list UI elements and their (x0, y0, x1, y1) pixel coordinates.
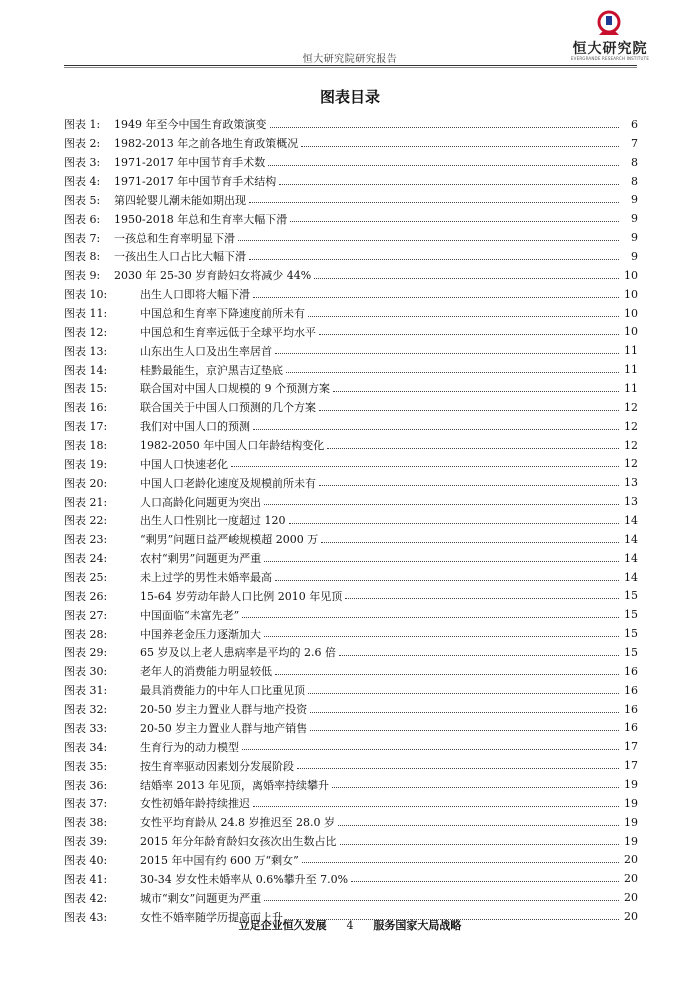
toc-entry[interactable] (64, 473, 638, 492)
toc-entry[interactable] (64, 586, 638, 605)
toc-entry[interactable] (64, 794, 638, 813)
toc-entry-page: 16 (624, 721, 638, 735)
toc-entry[interactable] (64, 832, 638, 851)
toc-entry-label: 图表 7: (64, 231, 101, 245)
toc-entry-page: 19 (624, 796, 638, 810)
toc-entry-label: 图表 9: (64, 269, 101, 283)
toc-entry-page: 13 (624, 495, 638, 509)
toc-entry-leader (279, 184, 619, 185)
toc-entry[interactable] (64, 115, 638, 134)
toc-entry-leader (275, 580, 619, 581)
toc-entry[interactable] (64, 851, 638, 870)
toc-entry-text: 最具消费能力的中年人口比重见顶 (140, 684, 305, 698)
toc-entry-label: 图表 42: (64, 891, 108, 905)
toc-entry-page: 16 (624, 702, 638, 716)
toc-entry-label: 图表 12: (64, 325, 108, 339)
page-number: 4 (346, 919, 354, 932)
toc-entry-label: 图表 39: (64, 835, 108, 849)
toc-entry-page: 11 (624, 363, 638, 377)
toc-entry-page: 9 (631, 193, 638, 207)
toc-entry-label: 图表 25: (64, 571, 108, 585)
toc-entry-leader (290, 221, 619, 222)
toc-entry-label: 图表 34: (64, 740, 108, 754)
toc-entry-leader (242, 749, 619, 750)
toc-entry-page: 14 (624, 570, 638, 584)
toc-entry-leader (264, 561, 619, 562)
toc-entry-leader (333, 391, 619, 392)
toc-entry-leader (308, 693, 619, 694)
toc-entry-text: 1982-2013 年之前各地生育政策概况 (114, 137, 299, 151)
toc-entry-leader (264, 900, 619, 901)
toc-entry-label: 图表 29: (64, 646, 108, 660)
toc-entry-label: 图表 22: (64, 514, 108, 528)
toc-entry-text: 2030 年 25-30 岁育龄妇女将减少 44% (114, 269, 312, 283)
toc-entry-label: 图表 3: (64, 156, 101, 170)
toc-entry-page: 17 (624, 759, 638, 773)
logo-text-cn: 恒大研究院 (572, 41, 648, 57)
toc-entry-page: 15 (624, 589, 638, 603)
toc-entry-label: 图表 16: (64, 401, 108, 415)
header-divider-thin (64, 67, 637, 68)
toc-entry-page: 10 (624, 325, 638, 339)
toc-entry-page: 12 (624, 457, 638, 471)
toc-entry-text: 一孩出生人口占比大幅下滑 (114, 250, 246, 264)
toc-entry-leader (249, 259, 619, 260)
toc-entry-page: 20 (624, 853, 638, 867)
toc-entry-label: 图表 26: (64, 589, 108, 603)
toc-entry-page: 12 (624, 438, 638, 452)
toc-entry-page: 8 (631, 155, 638, 169)
toc-entry-text: 中国总和生育率远低于全球平均水平 (140, 325, 316, 339)
toc-entry-leader (319, 485, 619, 486)
toc-entry-label: 图表 11: (64, 307, 108, 321)
toc-entry-label: 图表 24: (64, 552, 108, 566)
toc-entry-label: 图表 13: (64, 344, 108, 358)
toc-entry[interactable] (64, 285, 638, 304)
toc-entry-leader (321, 542, 619, 543)
toc-entry-text: 出生人口性别比一度超过 120 (140, 514, 286, 528)
toc-entry-text: 20-50 岁主力置业人群与地产销售 (140, 721, 308, 735)
toc-entry[interactable] (64, 681, 638, 700)
toc-entry-page: 17 (624, 740, 638, 754)
toc-entry-page: 12 (624, 419, 638, 433)
toc-entry[interactable] (64, 436, 638, 455)
toc-entry-leader (231, 466, 619, 467)
toc-entry-label: 图表 6: (64, 212, 101, 226)
toc-entry-label: 图表 4: (64, 175, 101, 188)
toc-entry-leader (351, 881, 619, 882)
toc-entry-label: 图表 43: (64, 910, 108, 924)
toc-entry-page: 16 (624, 683, 638, 697)
toc-entry[interactable] (64, 813, 638, 832)
toc-entry-leader (332, 787, 619, 788)
toc-entry-text: 20-50 岁主力置业人群与地产投资 (140, 703, 308, 717)
toc-entry[interactable] (64, 322, 638, 341)
toc-entry-label: 图表 15: (64, 382, 108, 396)
header-divider (64, 65, 637, 66)
toc-entry[interactable] (64, 228, 638, 247)
toc-entry-text: 65 岁及以上老人患病率是平均的 2.6 倍 (140, 646, 336, 660)
logo-mark-icon (595, 10, 623, 36)
toc-entry[interactable] (64, 266, 638, 285)
toc-entry-label: 图表 27: (64, 608, 108, 622)
toc-entry-leader (319, 334, 619, 335)
toc-entry[interactable] (64, 643, 638, 662)
toc-entry-text: 第四轮婴儿潮未能如期出现 (114, 193, 246, 207)
toc-entry-text: 女性初婚年龄持续推迟 (140, 797, 250, 811)
toc-entry-leader (270, 127, 620, 128)
toc-entry-page: 14 (624, 513, 638, 527)
logo-text-en: EVERGRANDE RESEARCH INSTITUTE (570, 56, 650, 61)
toc-entry-text: 2015 年中国有约 600 万“剩女” (140, 853, 299, 867)
toc-entry-leader (286, 372, 619, 373)
footer-slogan-left: 立足企业恒久发展 (238, 919, 327, 932)
toc-entry-text: 我们对中国人口的预测 (140, 420, 250, 434)
toc-entry-leader (242, 617, 619, 618)
toc-entry[interactable] (64, 492, 638, 511)
toc-entry-page: 20 (624, 872, 638, 886)
toc-entry-label: 图表 40: (64, 853, 108, 867)
toc-entry-leader (268, 165, 619, 166)
toc-entry-text: 农村“剩男”问题更为严重 (140, 552, 262, 566)
toc-entry-page: 8 (631, 174, 638, 188)
toc-entry-label: 图表 38: (64, 816, 108, 830)
toc-entry[interactable] (64, 530, 638, 549)
toc-entry-label: 图表 30: (64, 665, 108, 679)
toc-entry-text: 桂黔最能生，京沪黑吉辽垫底 (140, 363, 283, 377)
toc-entry[interactable] (64, 775, 638, 794)
toc-entry-page: 11 (624, 344, 638, 358)
toc-entry[interactable] (64, 549, 638, 568)
toc-entry-text: 老年人的消费能力明显较低 (140, 665, 272, 679)
toc-entry-label: 图表 21: (64, 495, 108, 509)
toc-entry[interactable] (64, 737, 638, 756)
toc-entry-page: 14 (624, 532, 638, 546)
toc-entry-leader (319, 410, 619, 411)
toc-entry-page: 10 (624, 287, 638, 301)
toc-entry-leader (301, 146, 619, 147)
toc-entry-text: 按生育率驱动因素划分发展阶段 (140, 759, 294, 773)
toc-entry-label: 图表 32: (64, 703, 108, 717)
toc-entry[interactable] (64, 869, 638, 888)
page-header-title: 恒大研究院研究报告 (302, 54, 398, 65)
toc-entry[interactable] (64, 888, 638, 907)
toc-entry-text: 女性不婚率随学历提高而上升 (140, 910, 283, 924)
toc-entry-leader (289, 523, 620, 524)
toc-entry-page: 6 (631, 117, 638, 131)
toc-entry-text: 2015 年分年龄育龄妇女孩次出生数占比 (140, 835, 337, 849)
toc-entry-text: 女性平均育龄从 24.8 岁推迟至 28.0 岁 (140, 816, 335, 830)
toc-entry-page: 9 (631, 231, 638, 245)
toc-entry[interactable] (64, 398, 638, 417)
toc-entry-label: 图表 33: (64, 721, 108, 735)
toc-entry-leader (297, 768, 619, 769)
toc-entry-label: 图表 5: (64, 193, 101, 207)
toc-entry-label: 图表 14: (64, 363, 108, 377)
toc-entry-text: “剩男”问题日益严峻规模超 2000 万 (140, 533, 319, 547)
toc-entry-text: 中国人口老龄化速度及规模前所未有 (140, 476, 316, 490)
toc-entry[interactable] (64, 568, 638, 587)
toc-entry[interactable] (64, 341, 638, 360)
toc-entry-text: 一孩总和生育率明显下滑 (114, 231, 235, 245)
toc-entry-leader (310, 712, 619, 713)
toc-entry-leader (340, 844, 620, 845)
toc-entry-page: 19 (624, 834, 638, 848)
toc-entry-leader (302, 862, 619, 863)
toc-entry[interactable] (64, 756, 638, 775)
toc-entry-label: 图表 2: (64, 137, 101, 151)
toc-entry[interactable] (64, 304, 638, 323)
toc-entry-text: 中国面临“未富先老” (140, 608, 240, 622)
toc-entry-page: 20 (624, 910, 638, 924)
toc-entry-leader (253, 429, 619, 430)
toc-entry[interactable] (64, 209, 638, 228)
toc-entry-leader (338, 825, 619, 826)
toc-entry[interactable] (64, 511, 638, 530)
page-footer (0, 917, 700, 933)
toc-entry-leader (327, 448, 619, 449)
toc-entry-text: 人口高龄化问题更为突出 (140, 495, 261, 509)
toc-entry-label: 图表 23: (64, 533, 108, 547)
toc-entry-text: 15-64 岁劳动年龄人口比例 2010 年见顶 (140, 589, 343, 603)
toc-entry-page: 9 (631, 249, 638, 263)
toc-entry-text: 1971-2017 年中国节育手术结构 (114, 175, 277, 188)
toc-entry-text: 联合国关于中国人口预测的几个方案 (140, 401, 316, 415)
toc-entry-text: 城市“剩女”问题更为严重 (140, 891, 262, 905)
toc-entry-leader (253, 297, 619, 298)
toc-entry-page: 10 (624, 268, 638, 282)
toc-entry-leader (249, 202, 619, 203)
toc-entry-text: 30-34 岁女性未婚率从 0.6%攀升至 7.0% (140, 872, 349, 886)
toc-list (64, 115, 638, 926)
toc-entry[interactable] (64, 360, 638, 379)
brand-logo (560, 10, 660, 66)
toc-entry-leader (339, 655, 619, 656)
toc-entry-page: 14 (624, 551, 638, 565)
toc-entry-text: 生育行为的动力模型 (140, 740, 239, 754)
toc-entry-text: 中国养老金压力逐渐加大 (140, 627, 261, 641)
toc-entry-label: 图表 18: (64, 439, 108, 453)
toc-entry-text: 山东出生人口及出生率居首 (140, 344, 272, 358)
toc-entry-leader (310, 730, 619, 731)
toc-entry-text: 1950-2018 年总和生育率大幅下滑 (114, 212, 288, 226)
toc-entry-text: 未上过学的男性未婚率最高 (140, 571, 272, 585)
toc-entry-text: 中国人口快速老化 (140, 457, 228, 471)
toc-entry-page: 7 (631, 136, 638, 150)
toc-entry[interactable] (64, 624, 638, 643)
toc-entry-page: 13 (624, 476, 638, 490)
toc-entry-text: 1971-2017 年中国节育手术数 (114, 156, 266, 170)
toc-entry-leader (253, 806, 619, 807)
toc-entry-page: 16 (624, 664, 638, 678)
toc-entry-page: 15 (624, 608, 638, 622)
toc-entry-leader (264, 504, 619, 505)
toc-entry-page: 20 (624, 891, 638, 905)
toc-entry-page: 10 (624, 306, 638, 320)
toc-entry-leader (275, 353, 619, 354)
toc-entry-label: 图表 36: (64, 778, 108, 792)
toc-title: 图表目录 (319, 88, 380, 106)
toc-entry-label: 图表 19: (64, 457, 108, 471)
toc-entry[interactable] (64, 190, 638, 209)
toc-entry-label: 图表 37: (64, 797, 108, 811)
toc-entry-leader (238, 240, 619, 241)
toc-entry-label: 图表 31: (64, 684, 108, 698)
toc-entry[interactable] (64, 454, 638, 473)
toc-entry-page: 15 (624, 645, 638, 659)
toc-entry-leader (275, 674, 619, 675)
toc-entry-leader (264, 636, 619, 637)
toc-entry-text: 联合国对中国人口规模的 9 个预测方案 (140, 382, 330, 396)
toc-entry-page: 9 (631, 212, 638, 226)
toc-entry[interactable] (64, 719, 638, 738)
toc-entry-text: 中国总和生育率下降速度前所未有 (140, 307, 305, 321)
toc-entry-page: 11 (624, 381, 638, 395)
toc-entry-label: 图表 35: (64, 759, 108, 773)
toc-entry-page: 15 (624, 627, 638, 641)
toc-entry-text: 出生人口即将大幅下滑 (140, 288, 250, 302)
toc-entry[interactable] (64, 605, 638, 624)
toc-entry[interactable] (64, 134, 638, 153)
toc-entry[interactable] (64, 153, 638, 172)
toc-entry-page: 19 (624, 778, 638, 791)
toc-entry[interactable] (64, 172, 638, 191)
toc-entry-label: 图表 1: (64, 118, 101, 132)
toc-entry-text: 结婚率 2013 年见顶，离婚率持续攀升 (140, 778, 329, 792)
toc-entry-text: 1982-2050 年中国人口年龄结构变化 (140, 439, 325, 453)
toc-entry-label: 图表 28: (64, 627, 108, 641)
toc-entry-label: 图表 41: (64, 872, 108, 886)
toc-entry[interactable] (64, 247, 638, 266)
footer-slogan-right: 服务国家大局战略 (373, 919, 462, 932)
toc-entry-page: 19 (624, 815, 638, 829)
toc-entry-leader (345, 598, 619, 599)
toc-entry[interactable] (64, 700, 638, 719)
toc-entry-text: 1949 年至今中国生育政策演变 (114, 118, 267, 132)
toc-entry-leader (308, 316, 619, 317)
toc-entry[interactable] (64, 417, 638, 436)
toc-entry-page: 12 (624, 400, 638, 414)
toc-entry[interactable] (64, 379, 638, 398)
toc-entry-leader (314, 278, 619, 279)
toc-entry[interactable] (64, 662, 638, 681)
toc-entry-label: 图表 20: (64, 476, 108, 490)
toc-entry-label: 图表 8: (64, 250, 101, 264)
toc-entry-label: 图表 17: (64, 420, 108, 434)
toc-entry-label: 图表 10: (64, 288, 108, 302)
